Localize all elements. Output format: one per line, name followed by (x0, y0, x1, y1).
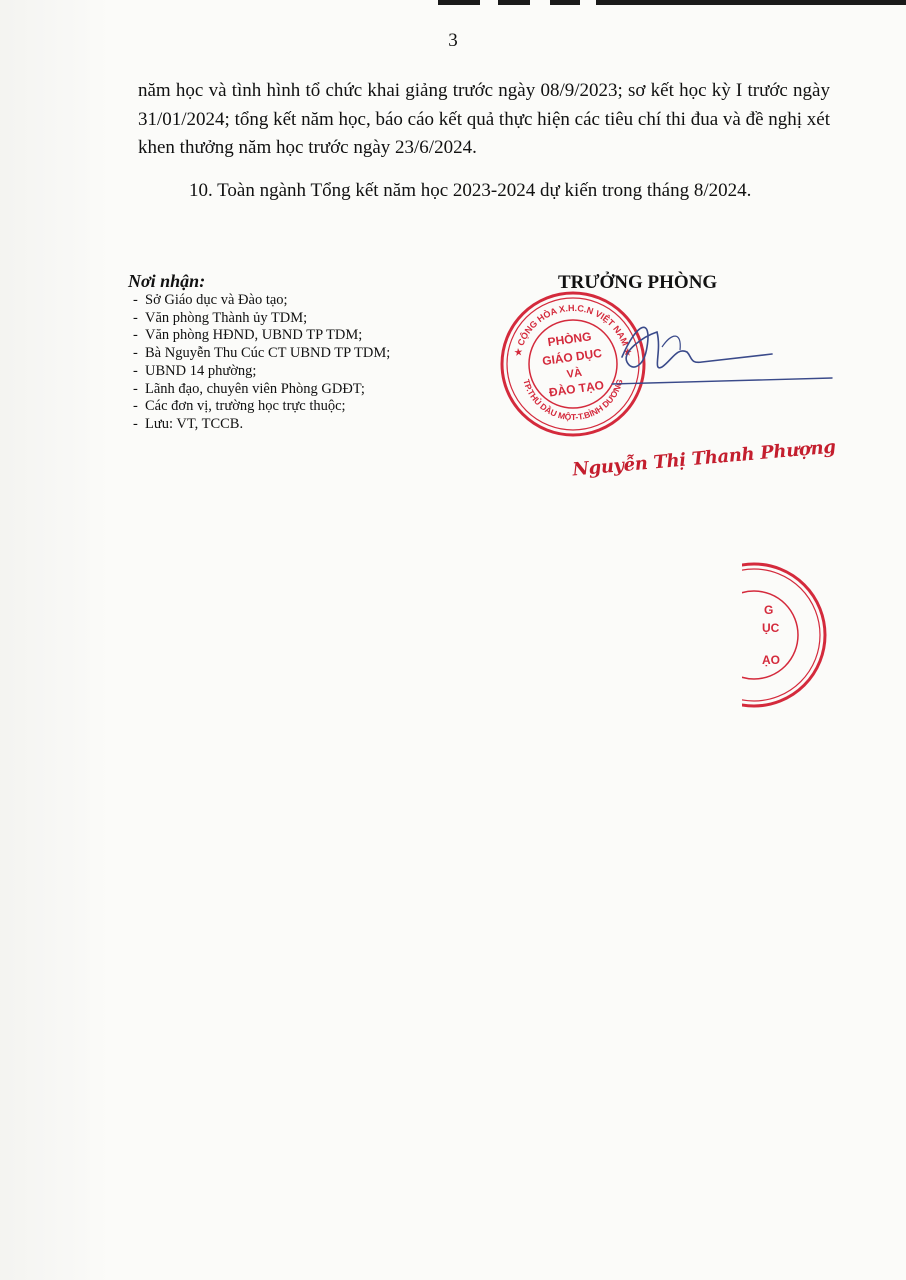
stamp-line-2: GIÁO DỤC (541, 345, 603, 369)
stamp-line-3: VÀ (565, 366, 583, 381)
partial-stamp-edge (742, 560, 906, 710)
recipient-item: - Lãnh đạo, chuyên viên Phòng GDĐT; (133, 380, 365, 397)
svg-text:ẠO: ẠO (762, 653, 780, 667)
recipient-item: - UBND 14 phường; (133, 362, 257, 379)
stamp-line-4: ĐÀO TẠO (548, 377, 605, 400)
recipient-item: - Lưu: VT, TCCB. (133, 415, 244, 432)
stamp-line-1: PHÒNG (546, 329, 593, 350)
recipient-item: - Các đơn vị, trường học trực thuộc; (133, 398, 346, 415)
signer-name: Nguyễn Thị Thanh Phượng (571, 436, 837, 481)
stamp-ring-top: ★ CỘNG HÒA X.H.C.N VIỆT NAM ★ (512, 302, 634, 358)
recipient-item: - Văn phòng HĐND, UBND TP TDM; (133, 327, 363, 344)
svg-text:G: G (764, 603, 774, 617)
position-title: TRƯỞNG PHÒNG (558, 272, 718, 293)
svg-text:ỤC: ỤC (762, 621, 780, 635)
stamp-ring-bottom: TP.THỦ DẦU MỘT-T.BÌNH DƯƠNG (521, 378, 625, 423)
recipients-block (128, 270, 468, 434)
paragraph-item-10: 10. Toàn ngành Tổng kết năm học 2023-2024 dự kiến trong tháng 8/2024. (189, 180, 752, 201)
partial-stamp-graphic (742, 560, 906, 710)
scan-edge-shadow (0, 0, 110, 1280)
header-border-fragment (300, 0, 906, 6)
recipient-item: - Văn phòng Thành ủy TDM; (133, 309, 308, 326)
recipient-item: - Bà Nguyễn Thu Cúc CT UBND TP TDM; (133, 345, 391, 362)
paragraph-deadlines: năm học và tình hình tổ chức khai giảng trước ngày 08/9/2023; sơ kết học kỳ I trước ngày 31/01/2024; tổng kết năm học, báo cáo kết quả thực hiện các tiêu chí thi đua và đề nghị xét khen thưởng năm học trước ngày 23/6/2024. (138, 80, 830, 158)
recipients-title: Nơi nhận: (128, 271, 206, 291)
handwritten-signature (592, 312, 842, 402)
page-number: 3 (448, 30, 458, 51)
recipients-list (128, 292, 468, 434)
recipient-item: - Sở Giáo dục và Đào tạo; (133, 292, 288, 308)
